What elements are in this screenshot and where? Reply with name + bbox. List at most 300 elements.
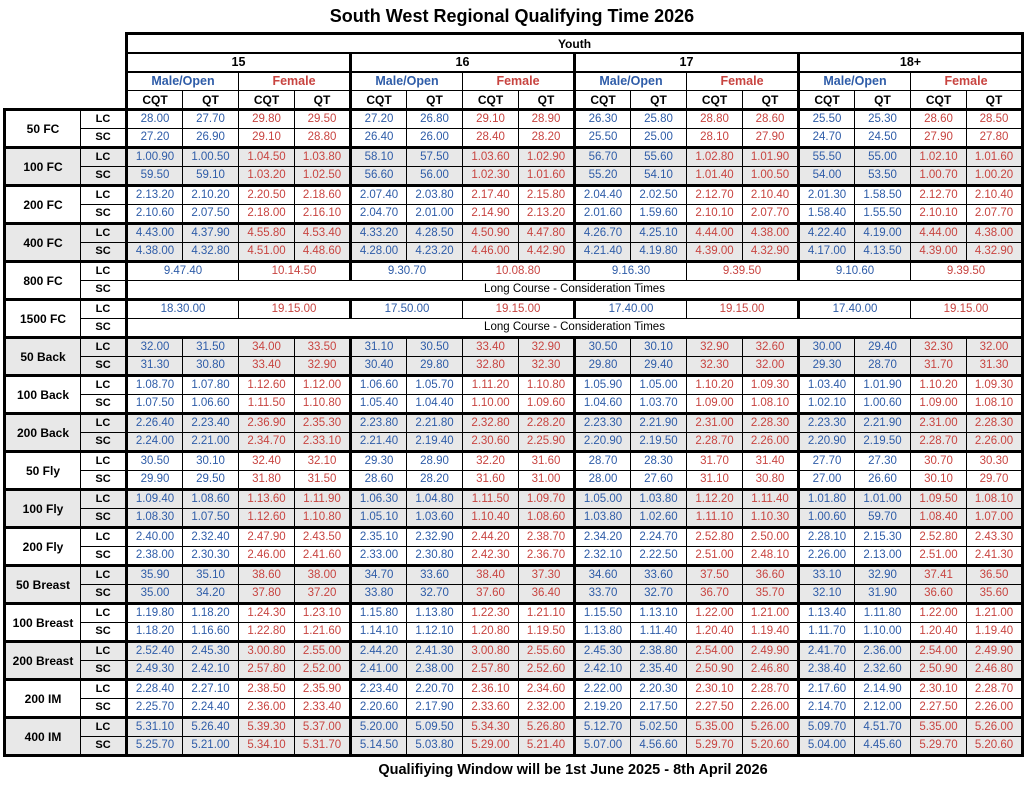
time-cell: 2.31.00 — [687, 414, 743, 433]
time-cell: 32.40 — [239, 452, 295, 471]
time-cell: 2.34.70 — [239, 433, 295, 452]
time-cell: 32.90 — [855, 566, 911, 585]
time-cell: 27.90 — [743, 129, 799, 148]
time-cell: 5.20.60 — [743, 737, 799, 756]
time-cell: 2.38.80 — [631, 642, 687, 661]
course-label-lc: LC — [81, 186, 127, 205]
course-label-lc: LC — [81, 604, 127, 623]
time-cell: 2.21.90 — [631, 414, 687, 433]
time-cell: 4.28.50 — [407, 224, 463, 243]
time-cell: 2.34.60 — [519, 680, 575, 699]
time-cell: 2.01.00 — [407, 205, 463, 224]
time-cell: 4.33.20 — [351, 224, 407, 243]
time-cell: 2.49.90 — [967, 642, 1023, 661]
time-cell: 5.07.00 — [575, 737, 631, 756]
time-cell: 1.11.70 — [799, 623, 855, 642]
page-title: South West Regional Qualifying Time 2026 — [329, 6, 695, 26]
time-cell: 1.20.40 — [911, 623, 967, 642]
course-label-lc: LC — [81, 300, 127, 319]
time-cell: 1.05.00 — [631, 376, 687, 395]
time-cell: 2.24.00 — [127, 433, 183, 452]
time-cell: 2.26.00 — [967, 699, 1023, 718]
time-cell: 25.30 — [855, 110, 911, 129]
time-cell: 24.70 — [799, 129, 855, 148]
time-cell: 28.90 — [407, 452, 463, 471]
time-cell: 30.80 — [743, 471, 799, 490]
time-cell: 28.00 — [575, 471, 631, 490]
time-cell: 2.28.70 — [911, 433, 967, 452]
time-cell: 1.00.70 — [911, 167, 967, 186]
time-cell: 1.03.80 — [295, 148, 351, 167]
time-cell: 31.70 — [911, 357, 967, 376]
time-cell: 1.02.50 — [295, 167, 351, 186]
time-cell: 2.32.80 — [463, 414, 519, 433]
time-type-header: QT — [631, 91, 687, 110]
time-cell: 5.21.40 — [519, 737, 575, 756]
time-cell: 32.90 — [519, 338, 575, 357]
time-cell: 2.30.10 — [687, 680, 743, 699]
time-cell: 29.10 — [463, 110, 519, 129]
time-cell: 4.43.00 — [127, 224, 183, 243]
time-cell: 2.15.30 — [855, 528, 911, 547]
time-cell: 31.00 — [519, 471, 575, 490]
time-cell: 1.22.00 — [687, 604, 743, 623]
time-cell: 2.20.50 — [239, 186, 295, 205]
time-cell: 2.47.90 — [239, 528, 295, 547]
time-cell-merged: 17.40.00 — [575, 300, 687, 319]
time-cell: 24.50 — [855, 129, 911, 148]
time-cell: 2.57.80 — [239, 661, 295, 680]
time-cell: 5.26.80 — [519, 718, 575, 737]
time-cell: 54.00 — [799, 167, 855, 186]
time-cell: 1.18.20 — [127, 623, 183, 642]
time-cell: 2.14.90 — [855, 680, 911, 699]
time-cell: 1.08.10 — [743, 395, 799, 414]
time-cell: 1.09.30 — [967, 376, 1023, 395]
time-cell: 2.49.90 — [743, 642, 799, 661]
time-cell: 55.00 — [855, 148, 911, 167]
time-cell: 5.20.00 — [351, 718, 407, 737]
time-cell: 4.47.80 — [519, 224, 575, 243]
time-cell: 1.02.10 — [799, 395, 855, 414]
time-cell: 1.18.20 — [183, 604, 239, 623]
time-cell: 27.70 — [799, 452, 855, 471]
time-cell: 2.14.90 — [463, 205, 519, 224]
time-type-header: QT — [183, 91, 239, 110]
time-cell: 2.23.30 — [799, 414, 855, 433]
time-cell: 4.45.60 — [855, 737, 911, 756]
time-cell: 1.15.80 — [351, 604, 407, 623]
time-cell-merged: 9.10.60 — [799, 262, 911, 281]
time-cell-merged: 10.08.80 — [463, 262, 575, 281]
time-cell-merged: 9.16.30 — [575, 262, 687, 281]
time-type-header: CQT — [239, 91, 295, 110]
time-cell: 1.16.60 — [183, 623, 239, 642]
time-cell: 2.25.90 — [519, 433, 575, 452]
time-cell: 28.70 — [855, 357, 911, 376]
time-cell: 29.80 — [575, 357, 631, 376]
time-cell: 2.55.00 — [295, 642, 351, 661]
time-cell: 2.42.10 — [575, 661, 631, 680]
time-cell: 31.10 — [687, 471, 743, 490]
time-type-header: CQT — [687, 91, 743, 110]
time-cell: 36.50 — [967, 566, 1023, 585]
time-cell: 2.10.10 — [911, 205, 967, 224]
time-cell: 4.56.60 — [631, 737, 687, 756]
male-open-header: Male/Open — [351, 72, 463, 91]
time-cell: 31.60 — [463, 471, 519, 490]
time-cell: 1.07.00 — [967, 509, 1023, 528]
time-cell: 2.38.50 — [239, 680, 295, 699]
time-type-header: QT — [855, 91, 911, 110]
time-cell: 29.40 — [631, 357, 687, 376]
time-cell: 32.10 — [799, 585, 855, 604]
time-cell: 1.10.40 — [463, 509, 519, 528]
time-cell: 5.25.70 — [127, 737, 183, 756]
event-label: 100 Back — [5, 376, 81, 414]
time-cell: 2.44.20 — [463, 528, 519, 547]
time-cell: 1.02.30 — [463, 167, 519, 186]
time-cell: 2.27.50 — [687, 699, 743, 718]
time-cell: 33.10 — [799, 566, 855, 585]
time-cell: 1.20.40 — [687, 623, 743, 642]
time-cell: 2.20.90 — [799, 433, 855, 452]
time-cell: 5.26.00 — [967, 718, 1023, 737]
time-cell: 2.51.00 — [687, 547, 743, 566]
time-cell: 1.07.80 — [183, 376, 239, 395]
time-type-header: QT — [407, 91, 463, 110]
time-cell: 2.35.30 — [295, 414, 351, 433]
course-label-lc: LC — [81, 528, 127, 547]
time-cell-merged: 19.15.00 — [687, 300, 799, 319]
time-cell: 2.28.30 — [967, 414, 1023, 433]
time-cell: 2.04.70 — [351, 205, 407, 224]
time-cell: 2.19.50 — [855, 433, 911, 452]
course-label-lc: LC — [81, 148, 127, 167]
time-cell: 2.35.40 — [631, 661, 687, 680]
time-cell: 4.38.00 — [967, 224, 1023, 243]
time-cell: 36.60 — [911, 585, 967, 604]
time-cell: 1.55.50 — [855, 205, 911, 224]
time-cell: 1.11.90 — [295, 490, 351, 509]
time-cell: 2.36.00 — [855, 642, 911, 661]
course-label-sc: SC — [81, 281, 127, 300]
time-cell: 32.00 — [743, 357, 799, 376]
time-cell: 2.30.60 — [463, 433, 519, 452]
time-cell: 32.00 — [967, 338, 1023, 357]
time-cell: 35.70 — [743, 585, 799, 604]
time-cell: 53.50 — [855, 167, 911, 186]
time-cell: 1.08.10 — [967, 395, 1023, 414]
time-cell: 1.11.50 — [239, 395, 295, 414]
time-cell: 2.03.80 — [407, 186, 463, 205]
time-cell: 4.46.00 — [463, 243, 519, 262]
time-cell: 5.37.00 — [295, 718, 351, 737]
time-cell: 4.22.40 — [799, 224, 855, 243]
time-cell: 2.23.40 — [183, 414, 239, 433]
time-cell: 33.40 — [239, 357, 295, 376]
time-cell: 1.21.00 — [743, 604, 799, 623]
time-cell: 3.00.80 — [239, 642, 295, 661]
time-cell: 1.00.50 — [183, 148, 239, 167]
time-cell: 37.30 — [519, 566, 575, 585]
time-cell: 5.39.30 — [239, 718, 295, 737]
time-cell: 1.05.70 — [407, 376, 463, 395]
time-cell: 2.10.40 — [743, 186, 799, 205]
course-label-lc: LC — [81, 224, 127, 243]
course-label-lc: LC — [81, 414, 127, 433]
time-cell: 1.19.40 — [743, 623, 799, 642]
time-cell: 33.50 — [295, 338, 351, 357]
time-cell: 1.19.40 — [967, 623, 1023, 642]
time-cell: 1.15.50 — [575, 604, 631, 623]
time-cell: 2.41.00 — [351, 661, 407, 680]
time-cell: 2.34.20 — [575, 528, 631, 547]
time-cell: 1.01.40 — [687, 167, 743, 186]
time-cell: 1.00.50 — [743, 167, 799, 186]
time-cell: 2.42.30 — [463, 547, 519, 566]
time-cell-merged: 19.15.00 — [463, 300, 575, 319]
time-cell: 2.38.00 — [127, 547, 183, 566]
age-group-header: 17 — [575, 53, 799, 72]
time-cell: 32.20 — [463, 452, 519, 471]
time-cell: 5.31.70 — [295, 737, 351, 756]
time-cell: 1.12.60 — [239, 509, 295, 528]
time-cell: 1.10.80 — [295, 395, 351, 414]
time-type-header: QT — [743, 91, 799, 110]
time-cell: 1.08.10 — [967, 490, 1023, 509]
time-cell: 2.12.00 — [855, 699, 911, 718]
time-cell: 2.21.90 — [855, 414, 911, 433]
time-cell: 1.01.00 — [855, 490, 911, 509]
time-cell: 2.38.70 — [519, 528, 575, 547]
youth-header: Youth — [127, 34, 1023, 54]
time-cell: 32.30 — [911, 338, 967, 357]
time-cell: 4.51.00 — [239, 243, 295, 262]
time-cell: 1.14.10 — [351, 623, 407, 642]
time-cell: 5.26.40 — [183, 718, 239, 737]
course-label-sc: SC — [81, 243, 127, 262]
event-label: 100 Breast — [5, 604, 81, 642]
time-cell: 1.01.60 — [519, 167, 575, 186]
time-cell: 4.32.90 — [967, 243, 1023, 262]
male-open-header: Male/Open — [575, 72, 687, 91]
time-cell: 1.08.60 — [183, 490, 239, 509]
time-cell: 26.90 — [183, 129, 239, 148]
time-type-header: CQT — [127, 91, 183, 110]
time-cell: 2.22.00 — [575, 680, 631, 699]
event-label: 200 Fly — [5, 528, 81, 566]
time-cell: 2.32.90 — [407, 528, 463, 547]
time-type-header: CQT — [799, 91, 855, 110]
time-cell: 34.60 — [575, 566, 631, 585]
time-cell: 4.42.90 — [519, 243, 575, 262]
time-cell-merged: 9.30.70 — [351, 262, 463, 281]
course-label-lc: LC — [81, 680, 127, 699]
time-cell: 1.11.50 — [463, 490, 519, 509]
time-cell: 2.04.40 — [575, 186, 631, 205]
time-cell: 1.20.80 — [463, 623, 519, 642]
time-cell: 2.18.00 — [239, 205, 295, 224]
time-cell: 56.70 — [575, 148, 631, 167]
time-cell: 37.50 — [687, 566, 743, 585]
time-cell: 32.70 — [407, 585, 463, 604]
time-cell: 28.90 — [519, 110, 575, 129]
time-cell: 32.30 — [687, 357, 743, 376]
time-cell: 2.28.70 — [743, 680, 799, 699]
time-cell: 2.50.90 — [911, 661, 967, 680]
time-cell: 33.70 — [575, 585, 631, 604]
time-cell: 1.13.40 — [799, 604, 855, 623]
time-cell: 5.29.70 — [687, 737, 743, 756]
time-cell: 1.59.60 — [631, 205, 687, 224]
event-label: 200 FC — [5, 186, 81, 224]
time-cell: 37.41 — [911, 566, 967, 585]
time-cell: 5.29.70 — [911, 737, 967, 756]
course-label-lc: LC — [81, 262, 127, 281]
time-cell: 1.23.10 — [295, 604, 351, 623]
time-cell: 28.60 — [911, 110, 967, 129]
time-cell: 5.29.00 — [463, 737, 519, 756]
course-label-sc: SC — [81, 585, 127, 604]
time-cell: 25.50 — [575, 129, 631, 148]
time-cell: 1.05.00 — [575, 490, 631, 509]
time-cell: 2.07.70 — [967, 205, 1023, 224]
time-cell: 29.30 — [799, 357, 855, 376]
time-cell: 1.00.60 — [799, 509, 855, 528]
time-cell: 4.51.70 — [855, 718, 911, 737]
time-cell-merged: 19.15.00 — [239, 300, 351, 319]
time-cell: 32.10 — [295, 452, 351, 471]
time-cell: 36.40 — [519, 585, 575, 604]
time-cell: 1.04.50 — [239, 148, 295, 167]
time-cell: 2.36.10 — [463, 680, 519, 699]
time-cell: 4.19.00 — [855, 224, 911, 243]
time-cell: 5.03.80 — [407, 737, 463, 756]
time-cell: 59.10 — [183, 167, 239, 186]
time-cell: 30.30 — [967, 452, 1023, 471]
time-cell: 35.90 — [127, 566, 183, 585]
time-cell: 4.26.70 — [575, 224, 631, 243]
time-cell: 33.80 — [351, 585, 407, 604]
event-label: 50 Breast — [5, 566, 81, 604]
time-type-header: QT — [967, 91, 1023, 110]
time-cell: 58.10 — [351, 148, 407, 167]
time-cell: 2.10.40 — [967, 186, 1023, 205]
male-open-header: Male/Open — [799, 72, 911, 91]
time-cell-merged: 9.47.40 — [127, 262, 239, 281]
event-label: 200 Breast — [5, 642, 81, 680]
time-cell: 27.00 — [799, 471, 855, 490]
time-cell: 32.80 — [463, 357, 519, 376]
time-cell: 1.09.00 — [687, 395, 743, 414]
time-cell: 2.46.00 — [239, 547, 295, 566]
time-cell: 37.80 — [239, 585, 295, 604]
time-type-header: QT — [295, 91, 351, 110]
time-cell: 2.22.50 — [631, 547, 687, 566]
time-cell: 1.13.80 — [407, 604, 463, 623]
consideration-times-note: Long Course - Consideration Times — [127, 281, 1023, 300]
event-label: 800 FC — [5, 262, 81, 300]
time-cell: 1.21.60 — [295, 623, 351, 642]
time-cell: 4.39.00 — [911, 243, 967, 262]
time-cell: 2.52.00 — [295, 661, 351, 680]
time-cell: 1.01.90 — [855, 376, 911, 395]
time-cell: 4.32.90 — [743, 243, 799, 262]
time-cell: 55.60 — [631, 148, 687, 167]
time-cell: 2.35.10 — [351, 528, 407, 547]
time-cell: 2.26.00 — [743, 433, 799, 452]
time-cell-merged: 17.40.00 — [799, 300, 911, 319]
time-cell: 28.10 — [687, 129, 743, 148]
time-cell: 2.28.20 — [519, 414, 575, 433]
time-cell: 1.08.60 — [519, 509, 575, 528]
female-header: Female — [239, 72, 351, 91]
time-cell: 1.05.10 — [351, 509, 407, 528]
time-cell: 5.09.50 — [407, 718, 463, 737]
time-cell: 30.10 — [183, 452, 239, 471]
time-cell: 34.70 — [351, 566, 407, 585]
time-cell: 36.60 — [743, 566, 799, 585]
time-cell: 2.33.40 — [295, 699, 351, 718]
course-label-lc: LC — [81, 452, 127, 471]
time-cell: 2.10.10 — [687, 205, 743, 224]
time-cell: 2.23.30 — [575, 414, 631, 433]
time-cell: 1.12.60 — [239, 376, 295, 395]
time-cell: 2.07.70 — [743, 205, 799, 224]
time-cell: 2.26.40 — [127, 414, 183, 433]
time-cell: 2.13.00 — [855, 547, 911, 566]
time-cell: 31.90 — [855, 585, 911, 604]
time-cell: 28.60 — [351, 471, 407, 490]
time-cell: 25.00 — [631, 129, 687, 148]
time-cell: 31.70 — [687, 452, 743, 471]
course-label-sc: SC — [81, 661, 127, 680]
time-cell: 35.10 — [183, 566, 239, 585]
time-cell: 30.40 — [351, 357, 407, 376]
time-cell: 1.10.20 — [687, 376, 743, 395]
time-cell: 34.20 — [183, 585, 239, 604]
time-cell: 1.09.70 — [519, 490, 575, 509]
time-cell: 2.16.10 — [295, 205, 351, 224]
qualifying-window-note: Qualifiying Window will be 1st June 2025 - 8th April 2026 — [378, 762, 768, 778]
time-cell: 2.24.40 — [183, 699, 239, 718]
time-cell: 2.23.40 — [351, 680, 407, 699]
course-label-sc: SC — [81, 205, 127, 224]
time-cell-merged: 19.15.00 — [911, 300, 1023, 319]
time-cell: 1.09.60 — [519, 395, 575, 414]
time-cell: 29.50 — [295, 110, 351, 129]
time-cell: 2.52.80 — [911, 528, 967, 547]
time-cell: 54.10 — [631, 167, 687, 186]
time-cell: 2.25.70 — [127, 699, 183, 718]
course-label-sc: SC — [81, 433, 127, 452]
time-cell: 31.10 — [351, 338, 407, 357]
time-cell: 1.10.00 — [463, 395, 519, 414]
time-type-header: CQT — [911, 91, 967, 110]
time-cell: 5.26.00 — [743, 718, 799, 737]
time-cell: 2.46.80 — [967, 661, 1023, 680]
time-cell: 1.04.60 — [575, 395, 631, 414]
time-cell: 5.04.00 — [799, 737, 855, 756]
event-label: 50 FC — [5, 110, 81, 148]
time-cell: 1.06.60 — [351, 376, 407, 395]
time-cell: 33.60 — [631, 566, 687, 585]
event-label: 400 IM — [5, 718, 81, 756]
course-label-lc: LC — [81, 338, 127, 357]
time-cell: 4.23.20 — [407, 243, 463, 262]
time-cell: 2.27.10 — [183, 680, 239, 699]
